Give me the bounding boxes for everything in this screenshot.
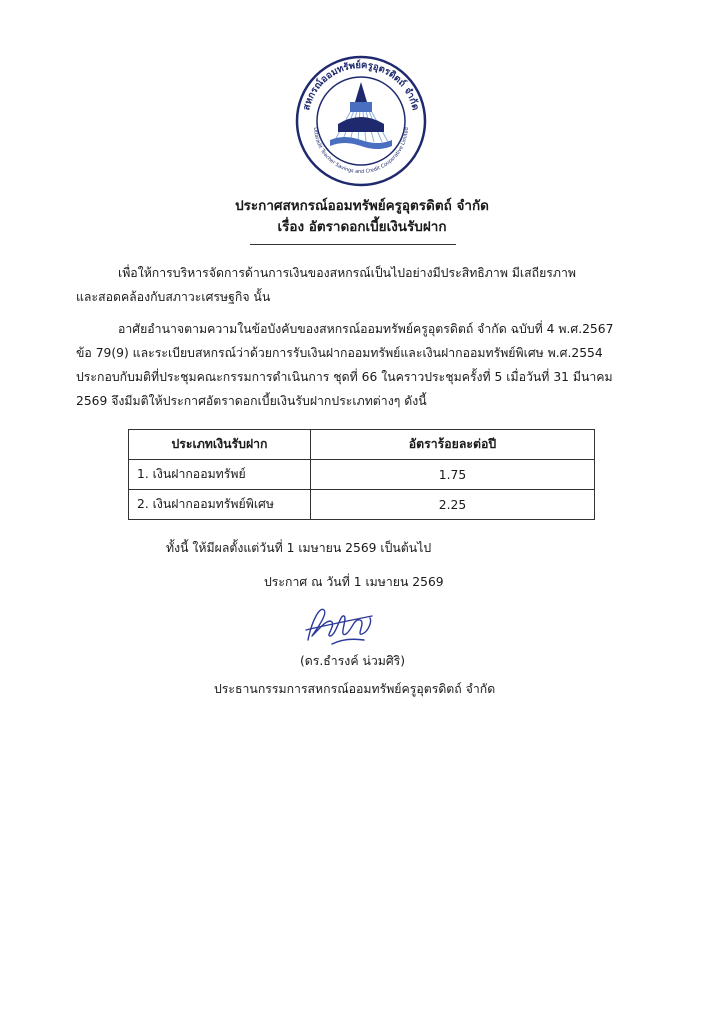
deposit-type-cell: 2. เงินฝากออมทรัพย์พิเศษ	[129, 490, 311, 520]
paragraph-1-line-2: และสอดคล้องกับสภาวะเศรษฐกิจ นั้น	[76, 290, 271, 304]
paragraph-2-line-4: 2569 จึงมีมติให้ประกาศอัตราดอกเบี้ยเงินรับฝากประเภทต่างๆ ดังนี้	[76, 394, 427, 408]
annual-rate-cell: 2.25	[311, 490, 595, 520]
title-divider	[250, 244, 456, 245]
handwritten-signature	[302, 600, 376, 648]
announcement-subject: เรื่อง อัตราดอกเบี้ยเงินรับฝาก	[277, 219, 447, 235]
seal-ring-text-top: สหกรณ์ออมทรัพย์ครูอุตรดิตถ์ จำกัด	[301, 59, 421, 112]
seal-shrine-icon	[350, 102, 372, 112]
effective-date-note: ทั้งนี้ ให้มีผลตั้งแต่วันที่ 1 เมษายน 2569 เป็นต้นไป	[166, 541, 432, 555]
deposit-rates-table	[128, 429, 595, 520]
seal-water-icon	[330, 137, 392, 149]
signer-name: (ดร.ธำรงค์ น่วมศิริ)	[300, 654, 406, 668]
table-row	[129, 490, 595, 520]
header-deposit-type: ประเภทเงินรับฝาก	[129, 430, 311, 460]
seal-ring-text-bottom: Uttaradit Teacher Savings and Credit Cooperative Limited	[311, 127, 411, 176]
paragraph-2-line-2: ข้อ 79(9) และระเบียบสหกรณ์ว่าด้วยการรับเงินฝากออมทรัพย์และเงินฝากออมทรัพย์พิเศษ พ.ศ.2554	[76, 346, 603, 360]
announcement-date: ประกาศ ณ วันที่ 1 เมษายน 2569	[264, 575, 444, 589]
cooperative-seal-logo	[294, 54, 428, 188]
paragraph-1-line-1: เพื่อให้การบริหารจัดการด้านการเงินของสหกรณ์เป็นไปอย่างมีประสิทธิภาพ มีเสถียรภาพ	[118, 266, 577, 280]
deposit-type-cell: 1. เงินฝากออมทรัพย์	[129, 460, 311, 490]
header-annual-rate: อัตราร้อยละต่อปี	[311, 430, 595, 460]
annual-rate-cell: 1.75	[311, 460, 595, 490]
paragraph-2-line-3: ประกอบกับมติที่ประชุมคณะกรรมการดำเนินการ ชุดที่ 66 ในคราวประชุมครั้งที่ 5 เมื่อวันที่ 31 มีนาคม	[76, 370, 613, 384]
seal-spire-icon	[355, 82, 367, 102]
table-row	[129, 460, 595, 490]
paragraph-2-line-1: อาศัยอำนาจตามความในข้อบังคับของสหกรณ์ออมทรัพย์ครูอุตรดิตถ์ จำกัด ฉบับที่ 4 พ.ศ.2567	[118, 322, 614, 336]
seal-boat-icon	[338, 117, 384, 132]
signer-title: ประธานกรรมการสหกรณ์ออมทรัพย์ครูอุตรดิตถ์ จำกัด	[214, 682, 496, 696]
table-header-row	[129, 430, 595, 460]
announcement-title: ประกาศสหกรณ์ออมทรัพย์ครูอุตรดิตถ์ จำกัด	[235, 198, 489, 214]
